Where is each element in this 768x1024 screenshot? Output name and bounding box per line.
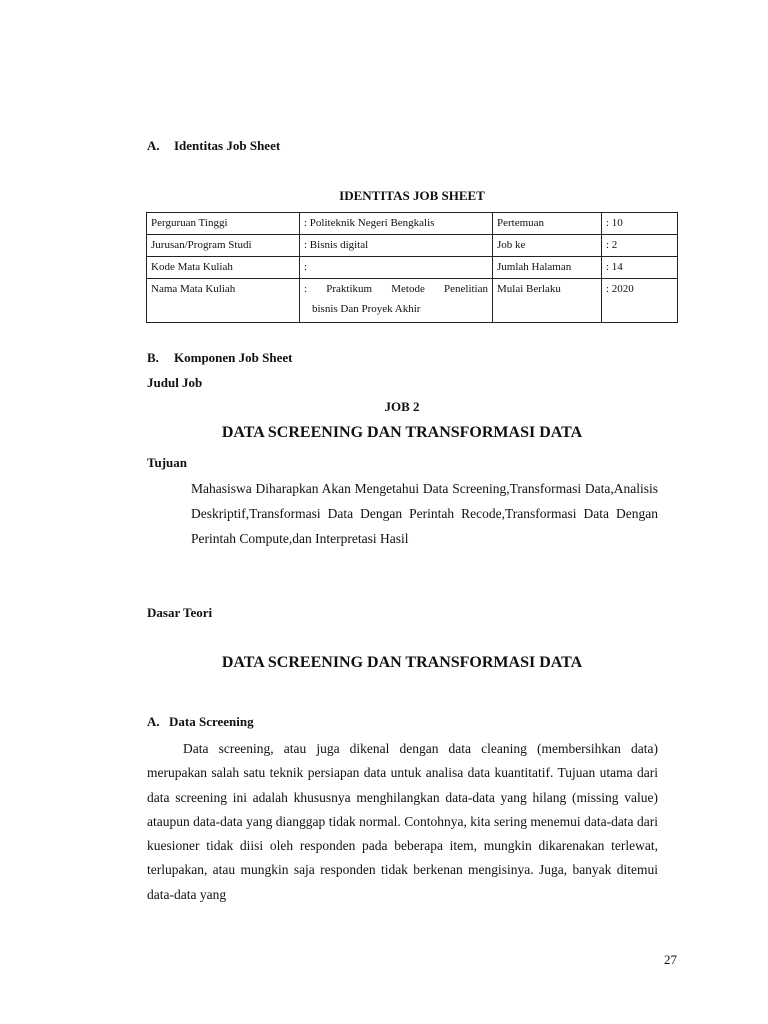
- table-cell-label: Job ke: [493, 235, 602, 257]
- table-row: [147, 235, 678, 257]
- table-cell-value: : 10: [602, 213, 678, 235]
- section-b-title: Komponen Job Sheet: [174, 350, 293, 365]
- table-row: [147, 213, 678, 235]
- table-cell-label: Pertemuan: [493, 213, 602, 235]
- page-number: 27: [664, 952, 677, 967]
- identity-table: [146, 212, 678, 323]
- section-b-letter: B.: [147, 350, 159, 365]
- table-cell-value: :: [300, 257, 493, 279]
- table-cell-label: Nama Mata Kuliah: [147, 279, 300, 323]
- table-row: [147, 279, 678, 323]
- table-cell-value: : 14: [602, 257, 678, 279]
- table-row: [147, 257, 678, 279]
- dasar-teori-label: Dasar Teori: [147, 605, 213, 620]
- table-cell-value: : 2: [602, 235, 678, 257]
- dasar-teori-title: DATA SCREENING DAN TRANSFORMASI DATA: [221, 654, 583, 671]
- judul-job-label: Judul Job: [147, 375, 203, 390]
- section-a-title: Identitas Job Sheet: [174, 138, 281, 153]
- body-paragraph: Data screening, atau juga dikenal dengan data cleaning (membersihkan data) merupakan salah satu teknik persiapan data untuk analisa data kuantitatif. Tujuan utama dari data screening ini adalah khususnya menghilangkan data-data yang hilang (missing value) ataupun data-data yang dianggap tidak normal. Contohnya, kita sering menemui data-data dari kuesioner tidak diisi oleh responden pada beberapa item, mungkin dikarenakan terlewat, terlupakan, atau mungkin saja responden tidak berkenan mengisinya. Juga, banyak ditemui data-data yang: [147, 741, 658, 902]
- subsection-a-title: Data Screening: [169, 714, 254, 729]
- subsection-a-heading: [147, 714, 254, 730]
- table-cell-label: Jurusan/Program Studi: [147, 235, 300, 257]
- table-cell-label: Mulai Berlaku: [493, 279, 602, 323]
- job-number: JOB 2: [384, 399, 420, 414]
- table-cell-value-line1: : Praktikum Metode Penelitian: [304, 283, 488, 295]
- job-title: DATA SCREENING DAN TRANSFORMASI DATA: [221, 424, 583, 441]
- section-b-heading: [147, 350, 292, 366]
- table-cell-value: : Bisnis digital: [300, 235, 493, 257]
- table-cell-value: [300, 279, 493, 323]
- table-cell-value-line2: bisnis Dan Proyek Akhir: [312, 303, 421, 315]
- table-cell-label: Kode Mata Kuliah: [147, 257, 300, 279]
- subsection-a-letter: A.: [147, 714, 160, 729]
- table-cell-label: Jumlah Halaman: [493, 257, 602, 279]
- table-cell-value: : 2020: [602, 279, 678, 323]
- table-cell-value: : Politeknik Negeri Bengkalis: [300, 213, 493, 235]
- tujuan-label: Tujuan: [147, 455, 187, 470]
- section-a-letter: A.: [147, 138, 160, 153]
- identity-table-title: IDENTITAS JOB SHEET: [339, 188, 485, 203]
- section-a-heading: [147, 138, 280, 154]
- tujuan-text: Mahasiswa Diharapkan Akan Mengetahui Data Screening,Transformasi Data,Analisis Deskriptif,Transformasi Data Dengan Perintah Recode,Transformasi Data Dengan Perintah Compute,dan Interpretasi Hasil: [191, 481, 658, 546]
- table-cell-label: Perguruan Tinggi: [147, 213, 300, 235]
